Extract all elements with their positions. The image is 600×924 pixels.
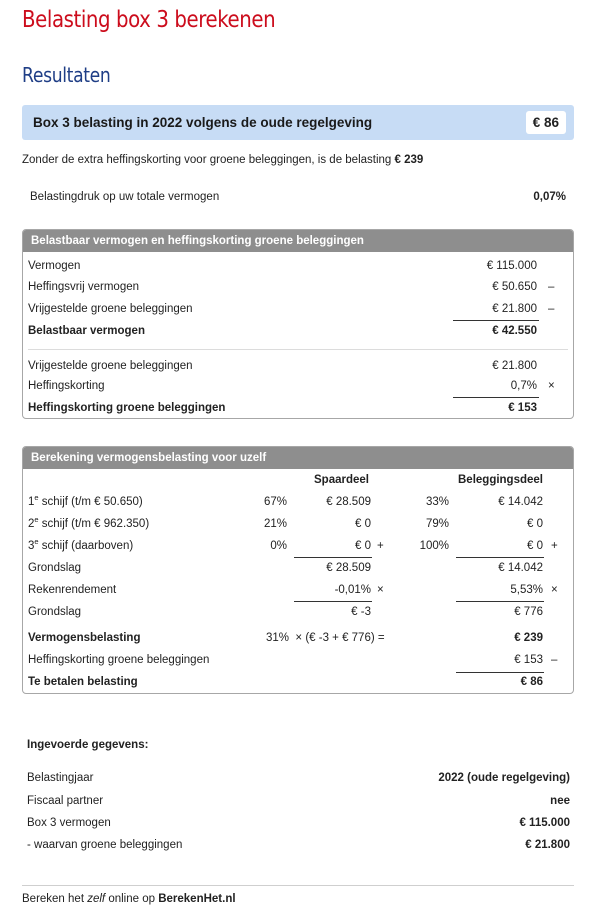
formula: 31% × (€ -3 + € 776) = [266, 632, 385, 644]
row-label [28, 537, 133, 555]
belastingdruk-value: 0,07% [533, 191, 566, 203]
value-spaardeel: € 28.509 [326, 562, 371, 574]
panel-header: Berekening vermogensbelasting voor uzelf [23, 447, 573, 469]
ingevoerde-gegevens-title: Ingevoerde gegevens: [27, 739, 149, 751]
result-amount-badge: € 86 [526, 111, 566, 134]
sum-line [294, 601, 372, 602]
divider [28, 349, 568, 350]
plus-operator: + [377, 540, 384, 552]
input-label: Fiscaal partner [27, 795, 104, 807]
sum-line [456, 601, 544, 602]
input-groene-beleggingen [27, 836, 570, 854]
row-heffingskorting-groene-beleggingen [23, 651, 573, 669]
result-label: Box 3 belasting in 2022 volgens de oude regelgeving [33, 115, 373, 130]
row-grondslag-2 [23, 603, 573, 621]
row-value: € 42.550 [492, 325, 537, 337]
schijf-text: schijf (t/m € 50.650) [38, 496, 143, 508]
value-beleggingsdeel: € 0 [527, 518, 543, 530]
times-operator: × [548, 380, 555, 392]
row-te-betalen-belasting [23, 673, 573, 691]
input-label: Belastingjaar [27, 772, 94, 784]
row-label: Heffingskorting [28, 380, 105, 392]
column-header-spaardeel: Spaardeel [314, 474, 369, 486]
row-heffingskorting [23, 377, 573, 395]
row-label: Heffingskorting groene beleggingen [28, 402, 226, 414]
schijf-number: 3 [28, 540, 35, 552]
note-amount: € 239 [394, 154, 424, 166]
value-spaardeel: € -3 [351, 606, 371, 618]
column-headers [23, 471, 573, 489]
row-vrijgestelde-groene-beleggingen [23, 300, 573, 318]
row-label: Vermogensbelasting [28, 632, 141, 644]
minus-operator: – [551, 654, 558, 666]
schijf-sup: e [34, 537, 39, 547]
row-label: Rekenrendement [28, 584, 117, 596]
row-label: Belastbaar vermogen [28, 325, 145, 337]
input-box3-vermogen [27, 814, 570, 832]
pct-spaardeel: 0% [270, 540, 287, 552]
schijf-sup: e [34, 493, 39, 503]
row-label: Te betalen belasting [28, 676, 138, 688]
section-title-resultaten: Resultaten [22, 63, 111, 87]
row-value: € 153 [514, 654, 543, 666]
sum-line [453, 397, 539, 398]
row-belastbaar-vermogen [23, 322, 573, 340]
belastingdruk-row [30, 191, 566, 203]
row-label: Heffingsvrij vermogen [28, 281, 140, 293]
row-label: Grondslag [28, 606, 82, 618]
panel-header: Belastbaar vermogen en heffingskorting groene beleggingen [23, 230, 573, 252]
note-text-body: Zonder de extra heffingskorting voor groene beleggingen, is de belasting [22, 154, 395, 166]
row-label [28, 515, 149, 533]
row-value: € 21.800 [492, 360, 537, 372]
value-beleggingsdeel: € 14.042 [498, 496, 543, 508]
times-operator: × [551, 584, 558, 596]
row-label: Heffingskorting groene beleggingen [28, 654, 210, 666]
input-value: 2022 (oude regelgeving) [438, 772, 570, 784]
schijf-sup: e [34, 515, 39, 525]
minus-operator: – [548, 281, 555, 293]
footer-prefix: Bereken het [22, 893, 88, 905]
row-label: Vrijgestelde groene beleggingen [28, 303, 193, 315]
row-label: Vrijgestelde groene beleggingen [28, 360, 193, 372]
row-value: € 239 [514, 632, 543, 644]
panel-berekening-vermogensbelasting [22, 446, 574, 694]
row-vermogensbelasting [23, 629, 573, 647]
footer-divider [22, 885, 574, 886]
plus-operator: + [551, 540, 558, 552]
row-vrijgestelde-groene-beleggingen-2 [23, 357, 573, 375]
minus-operator: – [548, 303, 555, 315]
value-spaardeel: € 28.509 [326, 496, 371, 508]
value-beleggingsdeel: 5,53% [510, 584, 543, 596]
value-spaardeel: € 0 [355, 540, 371, 552]
input-label: Box 3 vermogen [27, 817, 111, 829]
row-grondslag [23, 559, 573, 577]
value-beleggingsdeel: € 14.042 [498, 562, 543, 574]
schijf-text: schijf (t/m € 962.350) [38, 518, 150, 530]
input-value: € 21.800 [525, 839, 570, 851]
input-value: € 115.000 [519, 817, 570, 829]
row-schijf-2 [23, 515, 573, 533]
value-spaardeel: -0,01% [334, 584, 371, 596]
row-vermogen [23, 257, 573, 275]
sum-line [456, 557, 544, 558]
row-label: Grondslag [28, 562, 82, 574]
row-label: Vermogen [28, 260, 81, 272]
row-schijf-3 [23, 537, 573, 555]
row-value: € 50.650 [492, 281, 537, 293]
footer-middle: online op [105, 893, 159, 905]
page-title: Belasting box 3 berekenen [22, 7, 276, 33]
footer-italic: zelf [87, 893, 106, 905]
pct-spaardeel: 67% [263, 496, 287, 508]
row-heffingsvrij-vermogen [23, 278, 573, 296]
sum-line [453, 320, 539, 321]
input-value: nee [550, 795, 570, 807]
pct-beleggingsdeel: 79% [425, 518, 449, 530]
value-beleggingsdeel: € 776 [514, 606, 543, 618]
footer-brand-link[interactable]: BerekenHet.nl [158, 893, 236, 905]
row-value: 0,7% [510, 380, 537, 392]
row-value: € 86 [520, 676, 543, 688]
row-value: € 153 [508, 402, 537, 414]
panel-belastbaar-vermogen [22, 229, 574, 419]
pct-beleggingsdeel: 100% [419, 540, 449, 552]
schijf-text: schijf (daarboven) [38, 540, 134, 552]
input-belastingjaar [27, 769, 570, 787]
schijf-number: 2 [28, 518, 35, 530]
row-value: € 21.800 [492, 303, 537, 315]
pct-beleggingsdeel: 33% [425, 496, 449, 508]
row-value: € 115.000 [486, 260, 537, 272]
input-label: - waarvan groene beleggingen [27, 839, 183, 851]
row-heffingskorting-groene-beleggingen [23, 399, 573, 417]
footer [22, 893, 236, 905]
sum-line [294, 557, 372, 558]
schijf-number: 1 [28, 496, 35, 508]
times-operator: × [377, 584, 384, 596]
row-rekenrendement [23, 581, 573, 599]
pct-spaardeel: 21% [263, 518, 287, 530]
column-header-beleggingsdeel: Beleggingsdeel [458, 474, 543, 486]
belastingdruk-label: Belastingdruk op uw totale vermogen [30, 191, 220, 203]
row-schijf-1 [23, 493, 573, 511]
note-text [22, 154, 423, 166]
row-label [28, 493, 143, 511]
value-spaardeel: € 0 [355, 518, 371, 530]
value-beleggingsdeel: € 0 [527, 540, 543, 552]
result-summary-bar [22, 105, 574, 140]
input-fiscaal-partner [27, 792, 570, 810]
